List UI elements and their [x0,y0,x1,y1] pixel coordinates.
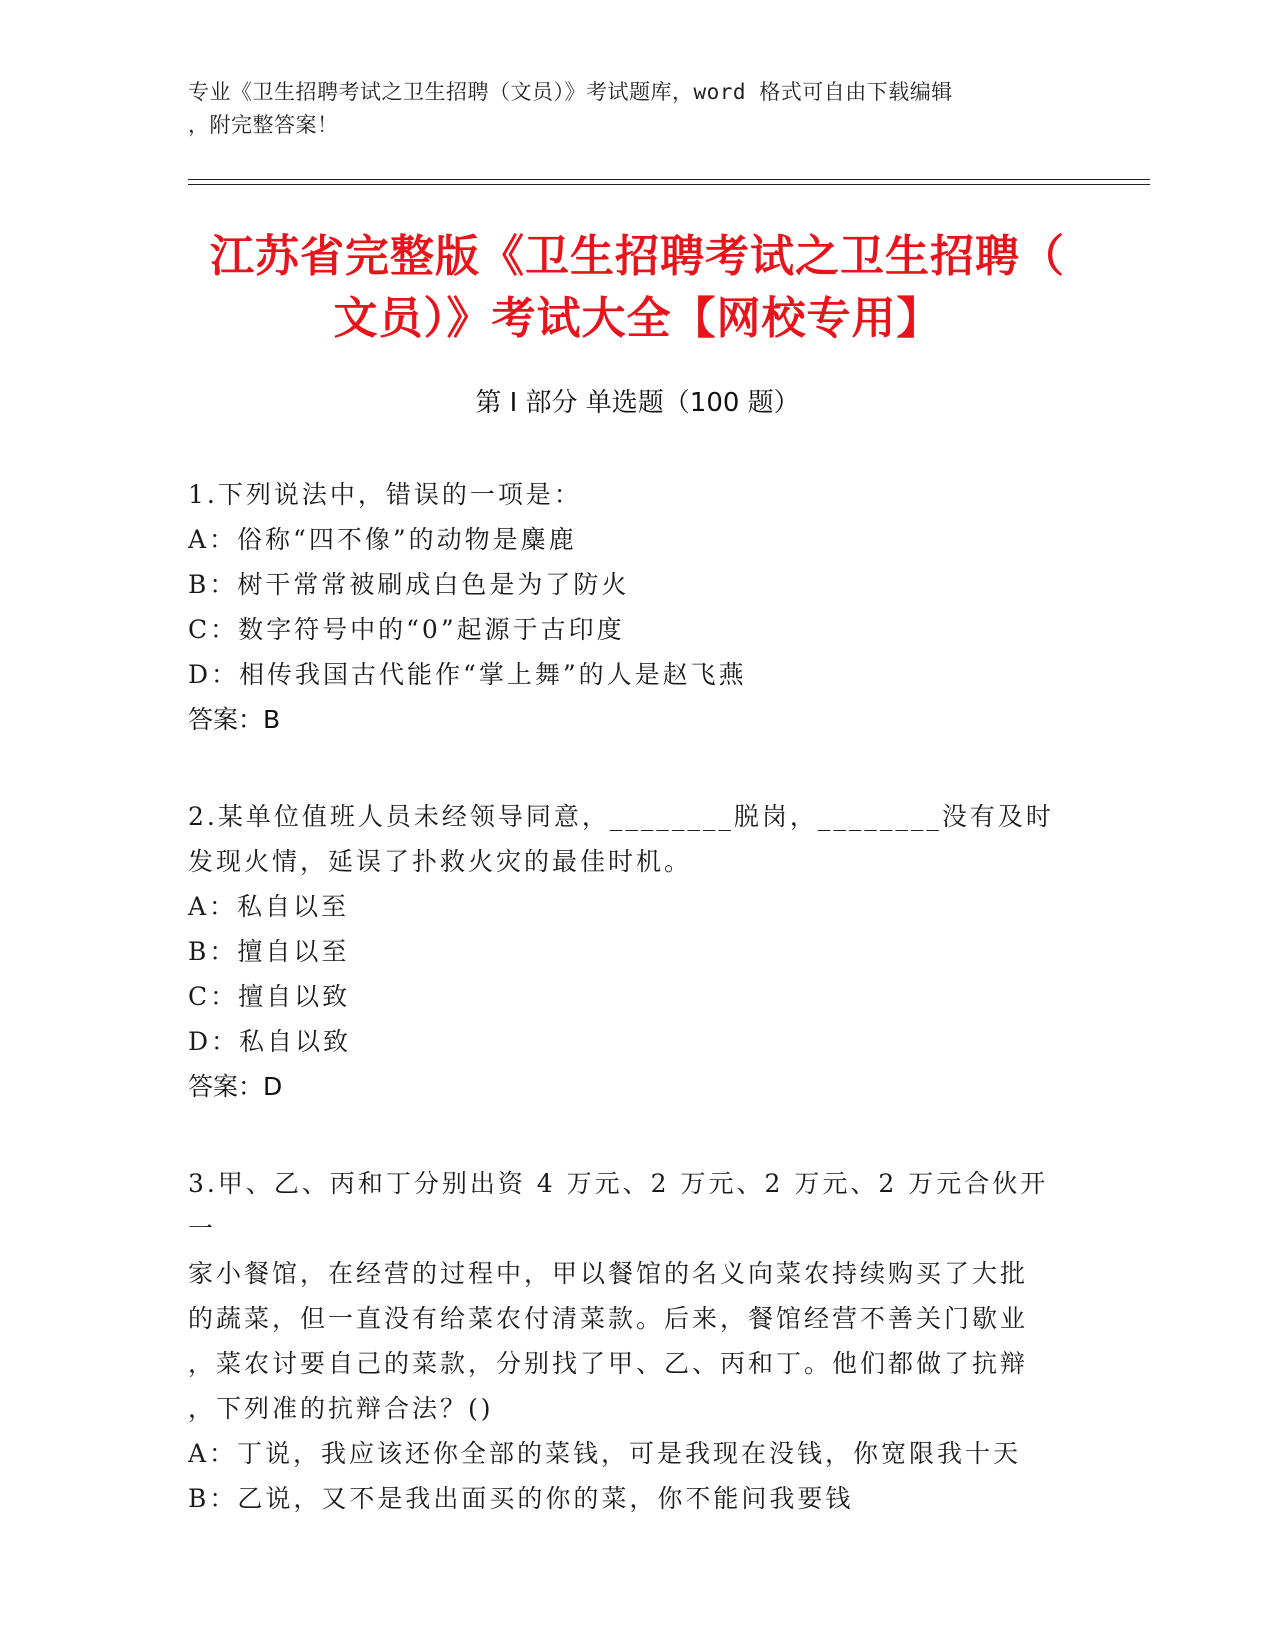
header-rule-bottom [188,184,1150,185]
question-stem-line: ，菜农讨要自己的菜款，分别找了甲、乙、丙和丁。他们都做了抗辩 [188,1349,1029,1378]
document-title-line-1: 江苏省完整版《卫生招聘考试之卫生招聘（ [210,231,1065,282]
option-c: C：擅自以致 [188,982,351,1011]
question-stem-line: 发现火情，延误了扑救火灾的最佳时机。 [188,847,693,876]
header-note [188,76,1068,142]
document-title-line-2: 文员）》考试大全【网校专用】 [333,293,942,344]
question-stem-line: 2.某单位值班人员未经领导同意，________脱岗，________没有及时 [188,802,1054,831]
answer-value: D [263,1072,283,1101]
answer-value: B [263,705,281,734]
header-note-line-2: ，附完整答案！ [188,113,339,137]
option-a: A：俗称“四不像”的动物是麋鹿 [188,525,577,554]
header-rule-top [188,179,1150,180]
option-a: A：私自以至 [188,892,350,921]
question-stem-line: 1.下列说法中，错误的一项是： [188,480,582,509]
option-c: C：数字符号中的“0”起源于古印度 [188,615,625,644]
question-1 [188,472,1068,742]
answer-line [188,1064,1068,1109]
option-d: D：私自以致 [188,1027,352,1056]
question-stem-line: 3.甲、乙、丙和丁分别出资 4 万元、2 万元、2 万元、2 万元合伙开一 [188,1169,1049,1243]
answer-label: 答案： [188,1072,264,1101]
answer-label: 答案： [188,705,264,734]
question-3 [188,1161,1068,1521]
question-stem-line: ，下列准的抗辩合法？() [188,1394,494,1423]
option-d: D：相传我国古代能作“掌上舞”的人是赵飞燕 [188,660,747,689]
question-stem-line: 的蔬菜，但一直没有给菜农付清菜款。后来，餐馆经营不善关门歇业 [188,1304,1029,1333]
section-title: 第 I 部分 单选题（100 题） [475,388,800,418]
option-a: A：丁说，我应该还你全部的菜钱，可是我现在没钱，你宽限我十天 [188,1439,1022,1468]
document-title [150,226,1125,350]
header-note-line-1: 专业《卫生招聘考试之卫生招聘（文员）》考试题库，word 格式可自由下载编辑 [188,80,953,104]
question-2 [188,794,1068,1109]
question-list [188,472,1068,1573]
option-b: B：擅自以至 [188,937,350,966]
answer-line [188,697,1068,742]
option-b: B：树干常常被刷成白色是为了防火 [188,570,630,599]
question-stem-line: 家小餐馆，在经营的过程中，甲以餐馆的名义向菜农持续购买了大批 [188,1259,1029,1288]
option-b: B：乙说，又不是我出面买的你的菜，你不能问我要钱 [188,1484,854,1513]
